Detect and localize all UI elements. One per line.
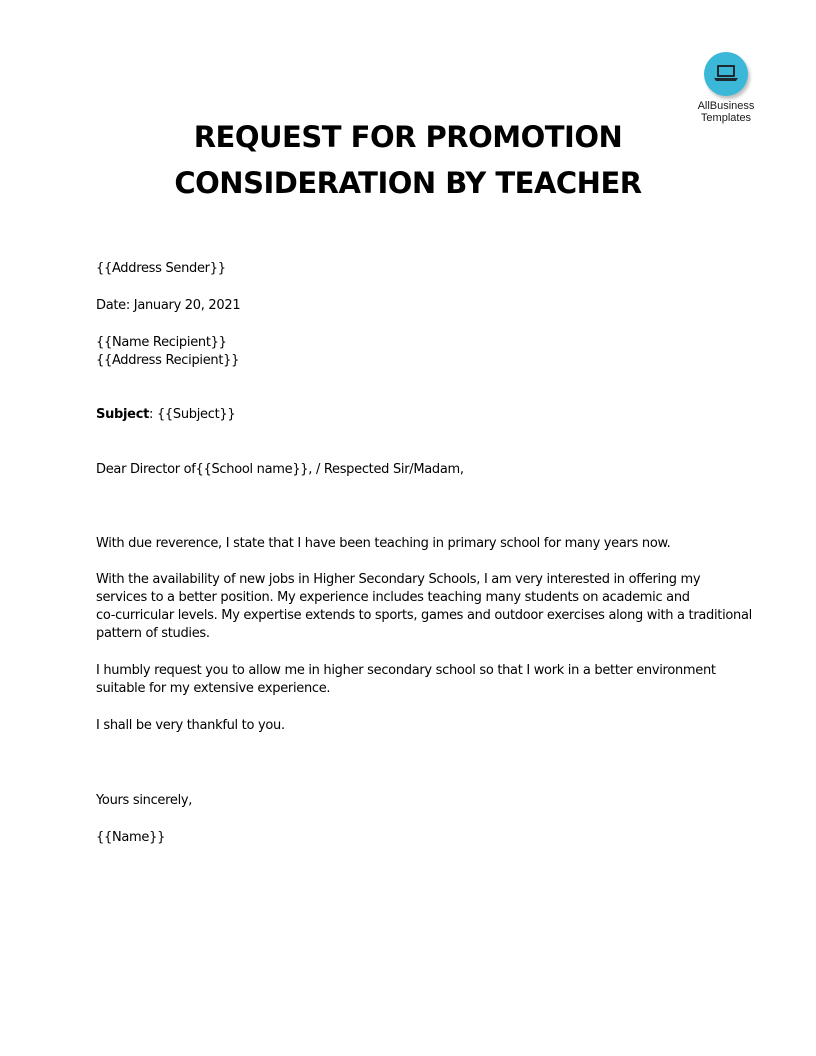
logo-text-line2: Templates bbox=[700, 112, 752, 124]
paragraph-2-line-2: services to a better position. My experience includes teaching many students on academic and bbox=[96, 590, 690, 605]
signature: {{Name}} bbox=[96, 830, 166, 845]
paragraph-1: With due reverence, I state that I have been teaching in primary school for many years now. bbox=[96, 536, 671, 551]
salutation: Dear Director of{{School name}}, / Respected Sir/Madam, bbox=[96, 462, 464, 477]
paragraph-2-line-1: With the availability of new jobs in Higher Secondary Schools, I am very interested in offering my bbox=[96, 572, 701, 587]
subject-value: : {{Subject}} bbox=[149, 407, 236, 422]
subject-label: Subject bbox=[96, 407, 150, 422]
subject-line bbox=[96, 406, 235, 424]
sender-address: {{Address Sender}} bbox=[96, 261, 226, 276]
recipient-name: {{Name Recipient}} bbox=[96, 335, 227, 350]
paragraph-2-line-3: co-curricular levels. My expertise extends to sports, games and outdoor exercises along with a traditional bbox=[96, 608, 752, 623]
laptop-icon bbox=[714, 64, 738, 82]
logo-badge bbox=[704, 52, 748, 96]
letter-date: Date: January 20, 2021 bbox=[96, 298, 241, 313]
paragraph-4: I shall be very thankful to you. bbox=[96, 718, 285, 733]
recipient-address: {{Address Recipient}} bbox=[96, 353, 240, 368]
title-line-1: REQUEST FOR PROMOTION bbox=[193, 120, 623, 154]
paragraph-3-line-2: suitable for my extensive experience. bbox=[96, 681, 331, 696]
title-line-2: CONSIDERATION BY TEACHER bbox=[174, 166, 642, 200]
document-title bbox=[96, 114, 720, 206]
logo-text-line1: AllBusiness bbox=[697, 100, 755, 112]
closing: Yours sincerely, bbox=[96, 793, 193, 808]
paragraph-3-line-1: I humbly request you to allow me in higher secondary school so that I work in a better environment bbox=[96, 663, 716, 678]
paragraph-2-line-4: pattern of studies. bbox=[96, 626, 210, 641]
